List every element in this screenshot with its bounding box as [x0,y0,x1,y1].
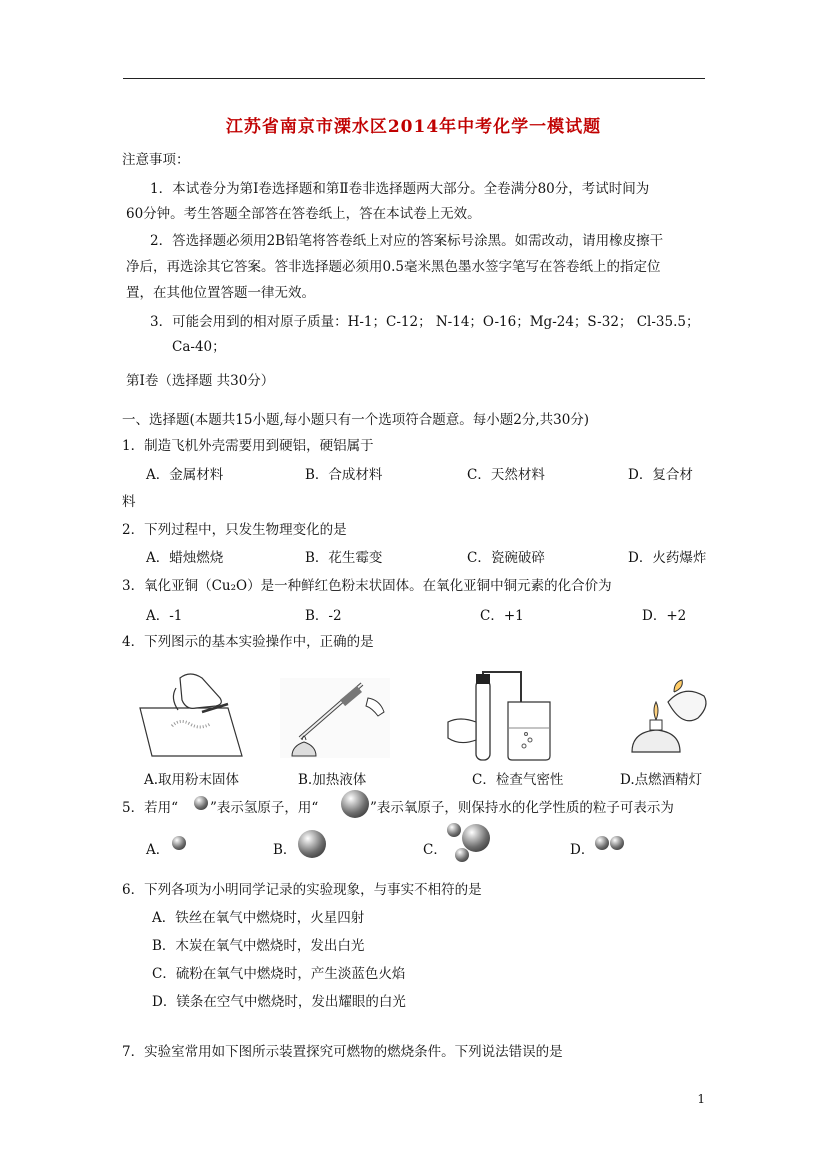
figure-caption-c: C．检查气密性 [472,772,564,788]
header-rule [123,78,705,79]
notice-line: 净后，再选涂其它答案。答非选择题必须用0.5毫米黑色墨水签字笔写在答卷纸上的指定位 [126,259,661,275]
single-hydrogen-atom-icon [172,836,186,850]
figure-airtightness [446,670,558,762]
oxygen-atom-icon [462,824,490,852]
notice-heading: 注意事项： [122,152,190,168]
notice-line: 3．可能会用到的相对原子质量：H-1；C-12； N-14；O-16；Mg-24；S-32； Cl-35.5； [150,314,700,330]
question-stem: 6．下列各项为小明同学记录的实验现象，与事实不相符的是 [122,882,482,898]
option-d: D．镁条在空气中燃烧时，发出耀眼的白光 [152,994,406,1010]
option-b: B．花生霉变 [305,550,383,566]
single-oxygen-atom-icon [298,830,326,858]
oxygen-atom-icon [341,790,369,818]
option-d-wrap: 料 [122,494,136,510]
option-b: B．合成材料 [305,467,383,483]
question-stem-part: 5．若用“ [122,800,178,816]
option-b: B．-2 [305,608,342,624]
question-stem: 1．制造飞机外壳需要用到硬铝，硬铝属于 [122,438,374,454]
notice-line: 2．答选择题必须用2B铅笔将答卷纸上对应的答案标号涂黑。如需改动，请用橡皮擦干 [150,233,664,249]
option-a: A．铁丝在氧气中燃烧时，火星四射 [152,910,365,926]
option-c: C．天然材料 [467,467,545,483]
notice-line: Ca-40； [172,339,226,355]
figure-powder-solid [136,668,246,760]
figure-heating-liquid [280,678,390,758]
option-a: A．金属材料 [146,467,224,483]
question-stem: 7．实验室常用如下图所示装置探究可燃物的燃烧条件。下列说法错误的是 [122,1044,563,1060]
section-heading: 一、选择题(本题共15小题,每小题只有一个选项符合题意。每小题2分,共30分) [122,412,590,428]
part-heading: 第Ⅰ卷（选择题 共30分） [126,373,275,389]
figure-caption-b: B.加热液体 [298,772,367,788]
option-a: A．蜡烛燃烧 [146,550,224,566]
option-c: C．+1 [480,608,524,624]
figure-alcohol-lamp [624,678,714,762]
figure-caption-a: A.取用粉末固体 [144,772,240,788]
hydrogen-atom-icon [194,796,208,810]
question-stem-part: ”表示氧原子，则保持水的化学性质的粒子可表示为 [370,800,674,816]
option-b: B． [273,842,297,858]
option-a: A． [146,842,170,858]
hydrogen-atom-icon [447,823,461,837]
page-number: 1 [697,1092,705,1106]
page-title: 江苏省南京市溧水区2014年中考化学一模试题 [225,117,602,137]
hydrogen-atom-icon [455,848,469,862]
option-a: A．-1 [146,608,183,624]
option-d: D．+2 [642,608,687,624]
option-d: D．复合材 [628,467,693,483]
notice-line: 置，在其他位置答题一律无效。 [126,285,315,301]
option-d: D． [570,842,595,858]
option-b: B．木炭在氧气中燃烧时，发出白光 [152,938,365,954]
option-d: D．火药爆炸 [628,550,707,566]
hydrogen-atom-icon [610,836,624,850]
option-c: C．瓷碗破碎 [467,550,545,566]
question-stem: 3．氧化亚铜（Cu₂O）是一种鲜红色粉末状固体。在氧化亚铜中铜元素的化合价为 [122,578,612,594]
notice-line: 60分钟。考生答题全部答在答卷纸上，答在本试卷上无效。 [126,206,481,222]
option-c: C．硫粉在氧气中燃烧时，产生淡蓝色火焰 [152,966,406,982]
question-stem: 4．下列图示的基本实验操作中，正确的是 [122,634,374,650]
figure-caption-d: D.点燃酒精灯 [620,772,703,788]
notice-line: 1．本试卷分为第Ⅰ卷选择题和第Ⅱ卷非选择题两大部分。全卷满分80分，考试时间为 [150,181,650,197]
option-c: C． [423,842,447,858]
hydrogen-atom-icon [595,836,609,850]
question-stem: 2．下列过程中，只发生物理变化的是 [122,522,347,538]
question-stem-part: ”表示氢原子，用“ [210,800,319,816]
